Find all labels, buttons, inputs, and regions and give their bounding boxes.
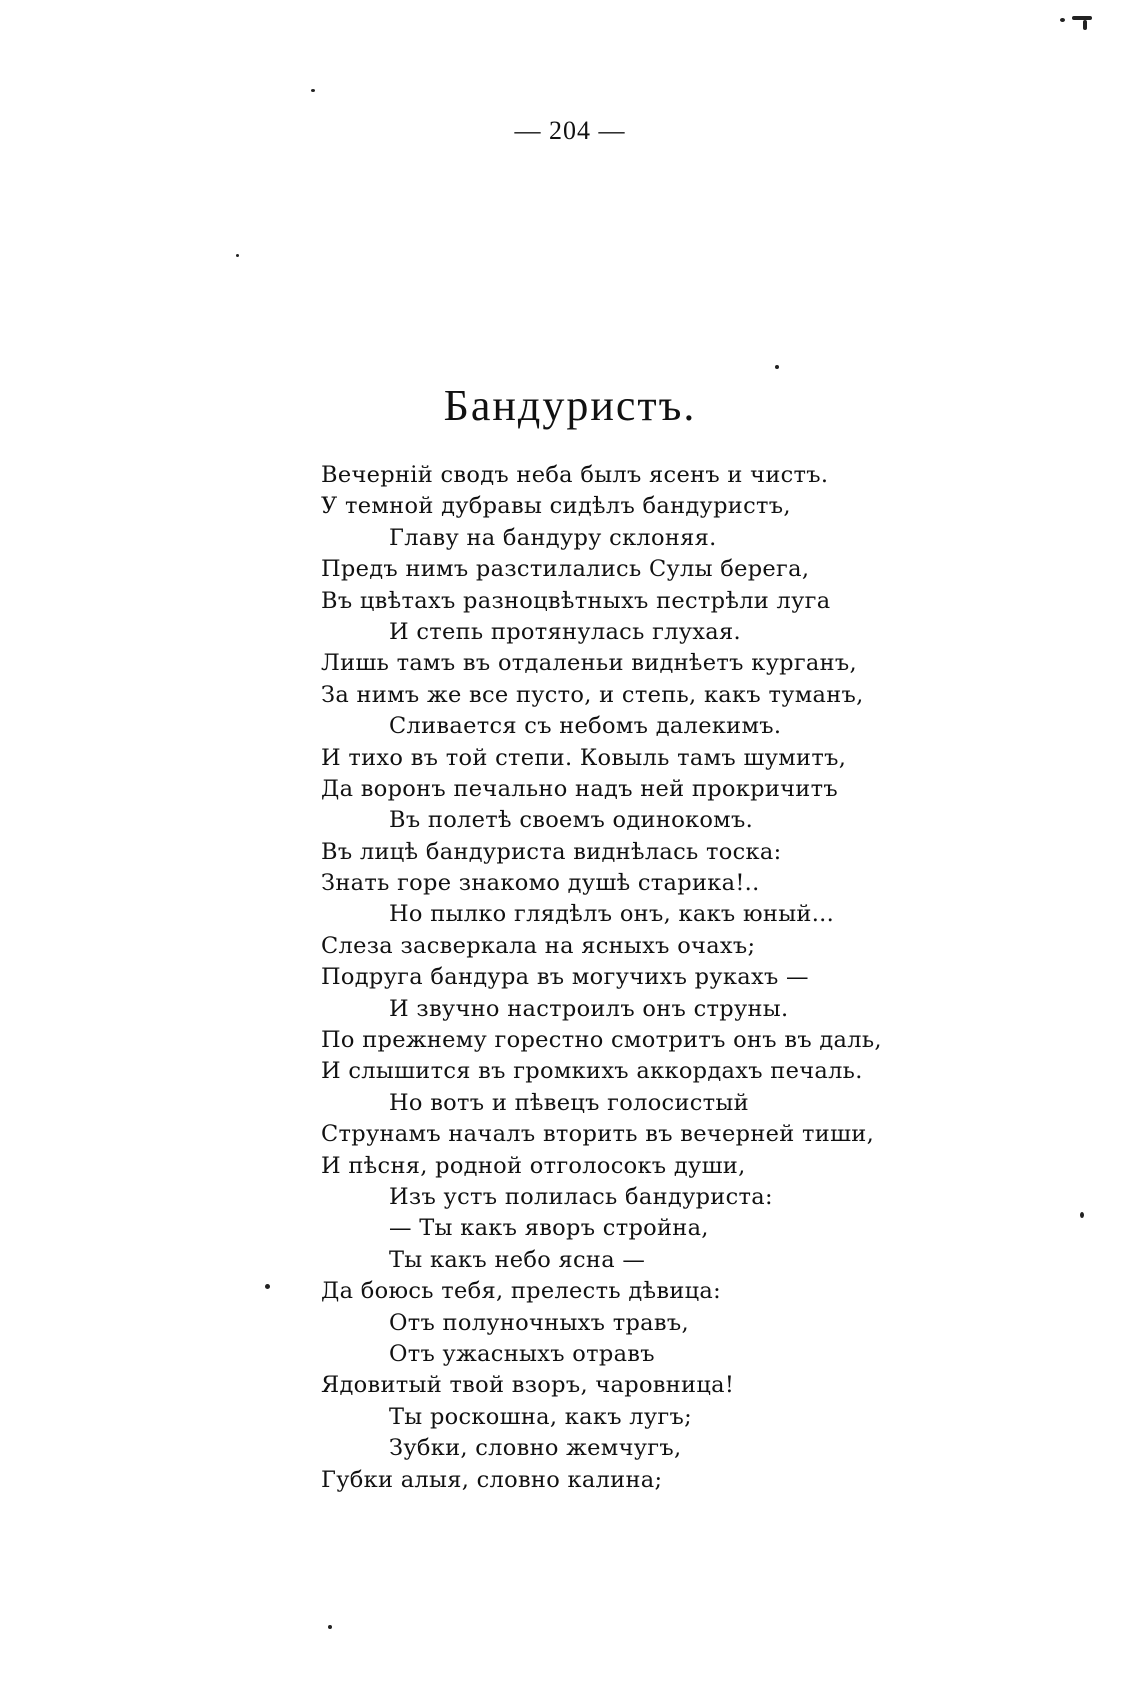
verse-line: Отъ ужасныхъ отравъ — [389, 1340, 655, 1367]
verse-line: Главу на бандуру склоняя. — [389, 524, 717, 551]
scan-speck — [265, 1284, 270, 1289]
verse-line: За нимъ же все пусто, и степь, какъ туманъ, — [321, 681, 864, 708]
scan-speck — [311, 89, 315, 92]
scan-speck — [1080, 1212, 1084, 1218]
verse-line: У темной дубравы сидѣлъ бандуристъ, — [321, 493, 791, 520]
scan-speck — [775, 365, 779, 369]
verse-line: По прежнему горестно смотритъ онъ въ даль, — [321, 1027, 882, 1054]
verse-line: Отъ полуночныхъ травъ, — [389, 1309, 689, 1336]
verse-line: Но вотъ и пѣвецъ голосистый — [389, 1089, 749, 1116]
scan-speck — [1083, 20, 1087, 30]
scan-speck — [1060, 18, 1065, 22]
verse-line: Сливается съ небомъ далекимъ. — [389, 713, 782, 740]
verse-line: И звучно настроилъ онъ струны. — [389, 995, 789, 1022]
verse-line: Знать горе знакомо душѣ старика!.. — [321, 870, 760, 897]
verse-line: Въ лицѣ бандуриста виднѣлась тоска: — [321, 838, 782, 865]
poem-title: Бандуристъ. — [443, 381, 697, 430]
verse-line: Въ полетѣ своемъ одинокомъ. — [389, 807, 754, 834]
verse-line: Но пылко глядѣлъ онъ, какъ юный... — [389, 901, 835, 928]
verse-line: Подруга бандура въ могучихъ рукахъ — — [321, 964, 809, 991]
verse-line: И пѣсня, родной отголосокъ души, — [321, 1152, 746, 1179]
verse-line: Струнамъ началъ вторить въ вечерней тиши, — [321, 1121, 875, 1148]
verse-line: Ты какъ небо ясна — — [389, 1246, 646, 1273]
verse-line: Да боюсь тебя, прелесть дѣвица: — [321, 1278, 721, 1305]
scan-speck — [328, 1625, 332, 1629]
verse-line: Изъ устъ полилась бандуриста: — [389, 1183, 773, 1210]
verse-line: Зубки, словно жемчугъ, — [389, 1435, 682, 1462]
verse-line: Вечерній сводъ неба былъ ясенъ и чистъ. — [321, 462, 829, 488]
verse-line: Ядовитый твой взоръ, чаровница! — [321, 1372, 735, 1399]
page-number: — 204 — — [514, 116, 626, 145]
verse-line: Губки алыя, словно калина; — [321, 1466, 663, 1493]
verse-line: Да воронъ печально надъ ней прокричитъ — [321, 775, 838, 802]
verse-line: — Ты какъ яворъ стройна, — [389, 1215, 709, 1242]
scan-speck — [236, 254, 239, 257]
poem-body — [321, 460, 882, 1496]
verse-line: И слышится въ громкихъ аккордахъ печаль. — [321, 1058, 863, 1085]
scan-speck — [1072, 16, 1092, 20]
verse-line: Предъ нимъ разстилались Сулы берега, — [321, 556, 810, 583]
verse-line: И тихо въ той степи. Ковыль тамъ шумитъ, — [321, 744, 847, 771]
verse-line: И степь протянулась глухая. — [389, 618, 741, 645]
verse-line: Лишь тамъ въ отдаленьи виднѣетъ курганъ, — [321, 650, 858, 677]
verse-line: Слеза засверкала на ясныхъ очахъ; — [321, 932, 756, 959]
verse-line: Въ цвѣтахъ разноцвѣтныхъ пестрѣли луга — [321, 587, 831, 614]
verse-line: Ты роскошна, какъ лугъ; — [389, 1403, 692, 1430]
